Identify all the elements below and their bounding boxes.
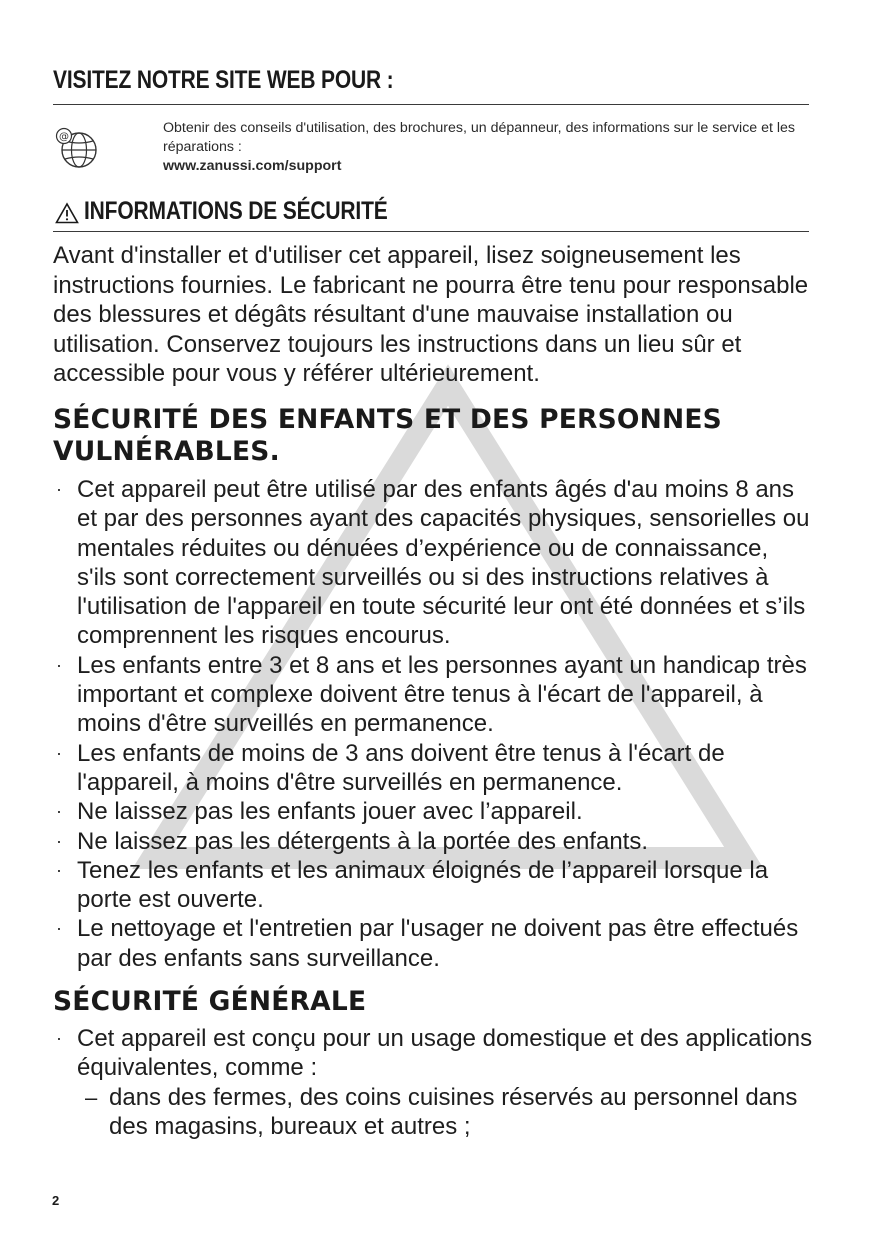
list-item: · Ne laissez pas les détergents à la portée des enfants. <box>56 827 649 855</box>
sub-list-item: – dans des fermes, des coins cuisines réservés au personnel dans des magasins, bureaux et autres ; <box>85 1083 798 1140</box>
children-safety-list <box>53 475 813 973</box>
list-item: · Le nettoyage et l'entretien par l'usager ne doivent pas être effectués par des enfants sans surveillance. <box>56 915 799 972</box>
dash-bullet: – <box>85 1084 98 1110</box>
list-item: · Tenez les enfants et les animaux éloignés de l’appareil lorsque la porte est ouverte. <box>56 856 769 914</box>
children-safety-heading: SÉCURITÉ DES ENFANTS ET DES PERSONNES VULNÉRABLES. <box>53 404 722 467</box>
list-item: · Cet appareil est conçu pour un usage domestique et des applications équivalentes, comme : – dans des fermes, des coins cuisines réservés au personnel dans des magasins, bureaux et autres ; <box>56 1025 813 1140</box>
bullet: · <box>56 479 62 499</box>
web-globe-icon <box>53 124 101 172</box>
at-sign: @ <box>59 131 69 143</box>
list-item: · Les enfants entre 3 et 8 ans et les personnes ayant un handicap très important et complexe doivent être tenus à l'écart de l'appareil, à moins d'être surveillés en permanence. <box>56 651 807 738</box>
bullet: · <box>56 742 62 763</box>
general-safety-list <box>53 1024 813 1141</box>
bullet: · <box>56 1028 62 1048</box>
safety-divider <box>53 231 809 232</box>
bullet: · <box>56 801 62 822</box>
warning-triangle-icon <box>55 202 79 224</box>
website-divider <box>53 104 809 105</box>
website-description: Obtenir des conseils d'utilisation, des brochures, un dépanneur, des informations sur le service et les réparations : <box>163 120 796 155</box>
general-safety-sublist <box>77 1083 813 1142</box>
website-description-block <box>163 119 803 176</box>
general-safety-heading: SÉCURITÉ GÉNÉRALE <box>53 986 367 1017</box>
bullet: · <box>56 654 62 675</box>
website-heading: VISITEZ NOTRE SITE WEB POUR : <box>53 66 394 94</box>
safety-heading: INFORMATIONS DE SÉCURITÉ <box>84 197 388 225</box>
list-item: · Les enfants de moins de 3 ans doivent être tenus à l'écart de l'appareil, à moins d'être surveillés en permanence. <box>56 739 725 796</box>
list-item: · Ne laissez pas les enfants jouer avec l’appareil. <box>56 798 583 826</box>
list-item: · Cet appareil peut être utilisé par des enfants âgés d'au moins 8 ans et par des personnes ayant des capacités physiques, sensorielles ou mentales réduites ou dénuées d’expérience ou de connaissance, s'ils sont correctement surveillés ou si des instructions relatives à l'utilisation de l'appareil en toute sécurité leur ont été données et s’ils comprennent les risques encourus. <box>56 476 810 650</box>
safety-intro-paragraph: Avant d'installer et d'utiliser cet appareil, lisez soigneusement les instructions fournies. Le fabricant ne pourra être tenu pour responsable des blessures et dégâts résultant d'une mauvaise installation ou utilisation. Conservez toujours les instructions dans un lieu sûr et accessible pour vous y référer ultérieurement. <box>53 242 809 387</box>
bullet: · <box>56 830 62 851</box>
bullet: · <box>56 918 62 939</box>
support-url[interactable]: www.zanussi.com/support <box>163 158 342 174</box>
page-number: 2 <box>52 1193 60 1208</box>
bullet: · <box>56 859 62 880</box>
